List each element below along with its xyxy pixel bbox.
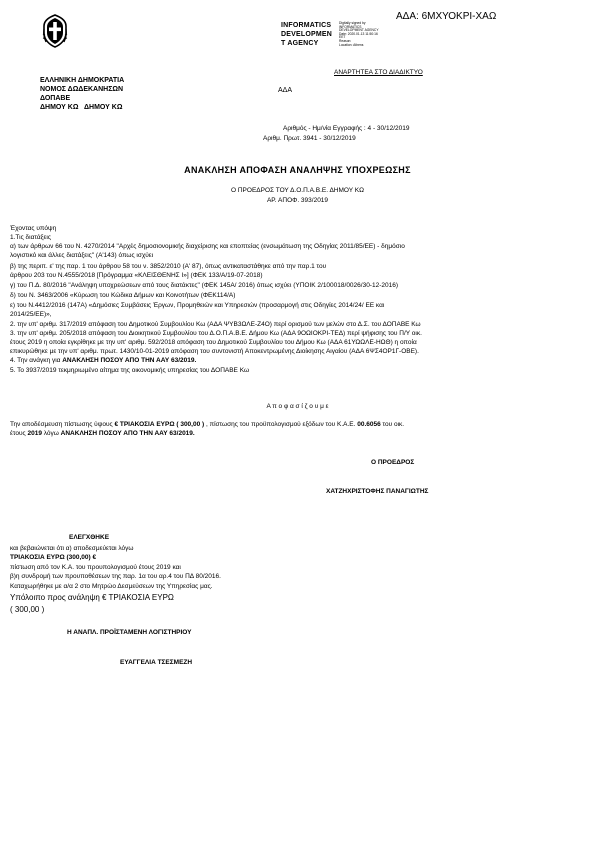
body-line: 1.Τις διατάξεις (10, 234, 51, 241)
body-line (10, 356, 196, 365)
ada-number: ΑΔΑ: 6ΜΧΥΟΚΡΙ-ΧΑΩ (396, 11, 497, 22)
document-title: ΑΝΑΚΛΗΣΗ ΑΠΟΦΑΣΗ ΑΝΑΛΗΨΗΣ ΥΠΟΧΡΕΩΣΗΣ (184, 165, 411, 175)
body-line: άρθρου 203 του Ν.4555/2018 [Πρόγραμμα «ΚΛΕΙΣΘΕΝΗΣ Ι»] (ΦΕΚ 133/Α/19-07-2018) (10, 272, 263, 279)
need-reason: ΑΝΑΚΛΗΣΗ ΠΟΣΟΥ ΑΠΟ ΤΗΝ ΑΑΥ 63/2019. (62, 357, 197, 364)
checked-line: Καταχωρήθηκε με α/α 2 στο Μητρώο Δεσμεύσεων της Υπηρεσίας μας. (10, 583, 213, 590)
digital-signature-block (339, 22, 379, 47)
registration-number: Αριθμός - Ημ/νία Εγγραφής : 4 - 30/12/2019 (283, 125, 410, 132)
signature-name: ΧΑΤΖΗΧΡΙΣΤΟΦΗΣ ΠΑΝΑΓΙΩΤΗΣ (326, 488, 429, 495)
approval-text: Την αποδέσμευση πίστωσης ύψους (10, 421, 115, 428)
body-line: 2. την υπ' αριθμ. 317/2019 απόφαση του Δημοτικού Συμβουλίου Κω (ΑΔΑ ΨΥΒ3ΩΛΕ-Ζ4Ο) περί ορισμού των μελών στο Δ.Σ. του ΔΟΠΑΒΕ Κω (10, 321, 421, 328)
approval-text: λόγω (41, 430, 61, 437)
body-line: 3. την υπ' αριθμ. 205/2018 απόφαση του Διοικητικού Συμβουλίου του Δ.Ο.Π.Α.Β.Ε. Δήμου Κω (ΑΔΑ 9ΟΩΙΟΚΡΙ-ΤΕΔ) περί ψήφισης του Π/Υ οικ. (10, 330, 422, 337)
need-label: 4. Την ανάγκη για (10, 357, 63, 364)
body-line: Έχοντας υπόψη (10, 225, 57, 232)
signature-line: Date: 2020.01.13 11:50:16 (339, 31, 378, 36)
issuer-line2: ΝΟΜΟΣ ΔΩΔΕΚΑΝΗΣΩΝ (40, 86, 124, 93)
body-line: α) των άρθρων 66 του Ν. 4270/2014 "Αρχές δημοσιονομικής διαχείρισης και εποπτείας (ενσωμάτωση της Οδηγίας 2011/85/ΕΕ) - δημόσιο (10, 243, 405, 250)
greek-emblem-icon (40, 12, 70, 48)
published-notice: ΑΝΑΡΤΗΤΕΑ ΣΤΟ ΔΙΑΔΙΚΤΥΟ (334, 69, 423, 76)
signature-role: Ο ΠΡΟΕΔΡΟΣ (371, 459, 415, 466)
signature-line: EET (339, 35, 346, 40)
body-line: 2014/25/ΕΕ)», (10, 311, 52, 318)
body-line: έτους 2019 η οποία εγκρίθηκε με την υπ' αριθμ. 592/2018 απόφαση του Δημοτικού Συμβουλίου του Δήμου Κω (ΑΔΑ 61ΥΩΩΛΕ-ΗΩΘ) η οποία (10, 339, 417, 346)
checked-heading: ΕΛΕΓΧΘΗΚΕ (69, 534, 110, 541)
decision-number: ΑΡ. ΑΠΟΦ. 393/2019 (266, 197, 329, 204)
signature-line: DEVELOPMENT AGENCY (339, 28, 379, 33)
checked-line: και βεβαιώνεται ότι α) αποδεσμεύεται λόγω (10, 545, 134, 552)
issuer-line3: ΔΟΠΑΒΕ (40, 95, 71, 102)
approval-text: έτους (10, 430, 28, 437)
agency-name-line2: DEVELOPMEN (281, 31, 333, 38)
body-line: γ) του Π.Δ. 80/2016 "Ανάληψη υποχρεώσεων από τους διατάκτες" (ΦΕΚ 145Α/ 2016) όπως ισχύει (ΥΠΟΙΚ 2/100018/0026/30-12-2016) (10, 282, 398, 289)
president-of: Ο ΠΡΟΕΔΡΟΣ ΤΟΥ Δ.Ο.Π.Α.Β.Ε. ΔΗΜΟΥ ΚΩ (231, 187, 364, 194)
approval-line1 (10, 420, 404, 429)
body-line: δ) του Ν. 3463/2006 «Κύρωση του Κώδικα Δήμων και Κοινοτήτων (ΦΕΚ114/Α) (10, 292, 236, 299)
issuer-line4-second: ΔΗΜΟΥ ΚΩ (84, 104, 123, 111)
approval-line2 (10, 429, 195, 438)
approval-reason: ΑΝΑΚΛΗΣΗ ΠΟΣΟΥ ΑΠΟ ΤΗΝ ΑΑΥ 63/2019. (60, 430, 195, 437)
ada-label: ΑΔΑ (278, 87, 293, 94)
approval-text: του οικ. (380, 421, 405, 428)
issuer-line4: ΔΗΜΟΥ ΚΩ (40, 104, 79, 111)
checked-line: πίστωση από τον Κ.Α. του προυπολογισμού έτους 2019 και (10, 564, 181, 571)
body-line: επικυρώθηκε με την υπ' αριθμ. πρωτ. 1430/10-01-2019 απόφαση του συντονιστή Αποκεντρωμένης Διοίκησης Αιγαίου (ΑΔΑ 6ΨΣ4ΟΡ1Γ-ΟΒΕ). (10, 348, 419, 355)
signature-line: Digitally signed by (339, 21, 366, 25)
body-line: λογιστικό και άλλες διατάξεις" (Α'143) όπως ισχύει (10, 252, 154, 259)
signature-line: Location: Athens (339, 42, 364, 47)
approval-year: 2019 (27, 430, 42, 437)
agency-name-line3: T AGENCY (281, 40, 319, 47)
checked-line: β)η συνδρομή των προυποθέσεων της παρ. 1α του αρ.4 του ΠΔ 80/2016. (10, 573, 221, 580)
accounting-role: Η ΑΝΑΠΛ. ΠΡΟΪΣΤΑΜΕΝΗ ΛΟΓΙΣΤΗΡΙΟΥ (67, 629, 192, 636)
checked-amount: ΤΡΙΑΚΟΣΙΑ ΕΥΡΩ (300,00) € (10, 554, 97, 561)
body-line: β) της περιπ. ε' της παρ. 1 του άρθρου 58 του ν. 3852/2010 (Α' 87), όπως αντικαταστάθηκε από την παρ.1 του (10, 263, 327, 270)
signature-line: INFORMATICS (339, 24, 362, 29)
remaining-amount: ( 300,00 ) (10, 605, 45, 614)
accountant-name: ΕΥΑΓΓΕΛΙΑ ΤΣΕΣΜΕΖΗ (120, 659, 193, 666)
body-line: ε) του Ν.4412/2016 (147Α) «Δημόσιες Συμβάσεις Έργων, Προμηθειών και Υπηρεσιών (προσαρμογή στις Οδηγίες 2014/24/ ΕΕ και (10, 302, 385, 309)
decides-heading: Α π ο φ α σ ί ζ ο υ μ ε (266, 403, 329, 410)
protocol-number: Αριθμ. Πρωτ. 3941 - 30/12/2019 (263, 135, 356, 142)
issuer-line1: ΕΛΛΗΝΙΚΗ ΔΗΜΟΚΡΑΤΙΑ (40, 77, 125, 84)
approval-text: , πίστωσης του προϋπολογισμού εξόδων του Κ.Α.Ε. (206, 421, 358, 428)
approval-amount: € ΤΡΙΑΚΟΣΙΑ ΕΥΡΩ ( 300,00 ) (114, 421, 206, 428)
agency-name-line1: INFORMATICS (281, 22, 332, 29)
approval-kae: 00.6056 (357, 421, 381, 428)
body-line: 5. Το 3937/2019 τεκμηριωμένο αίτημα της οικονομικής υπηρεσίας του ΔΟΠΑΒΕ Κω (10, 367, 250, 374)
signature-line: Reason: (339, 38, 352, 43)
remaining-balance: Υπόλοιπο προς ανάληψη € ΤΡΙΑΚΟΣΙΑ ΕΥΡΩ (10, 593, 174, 602)
